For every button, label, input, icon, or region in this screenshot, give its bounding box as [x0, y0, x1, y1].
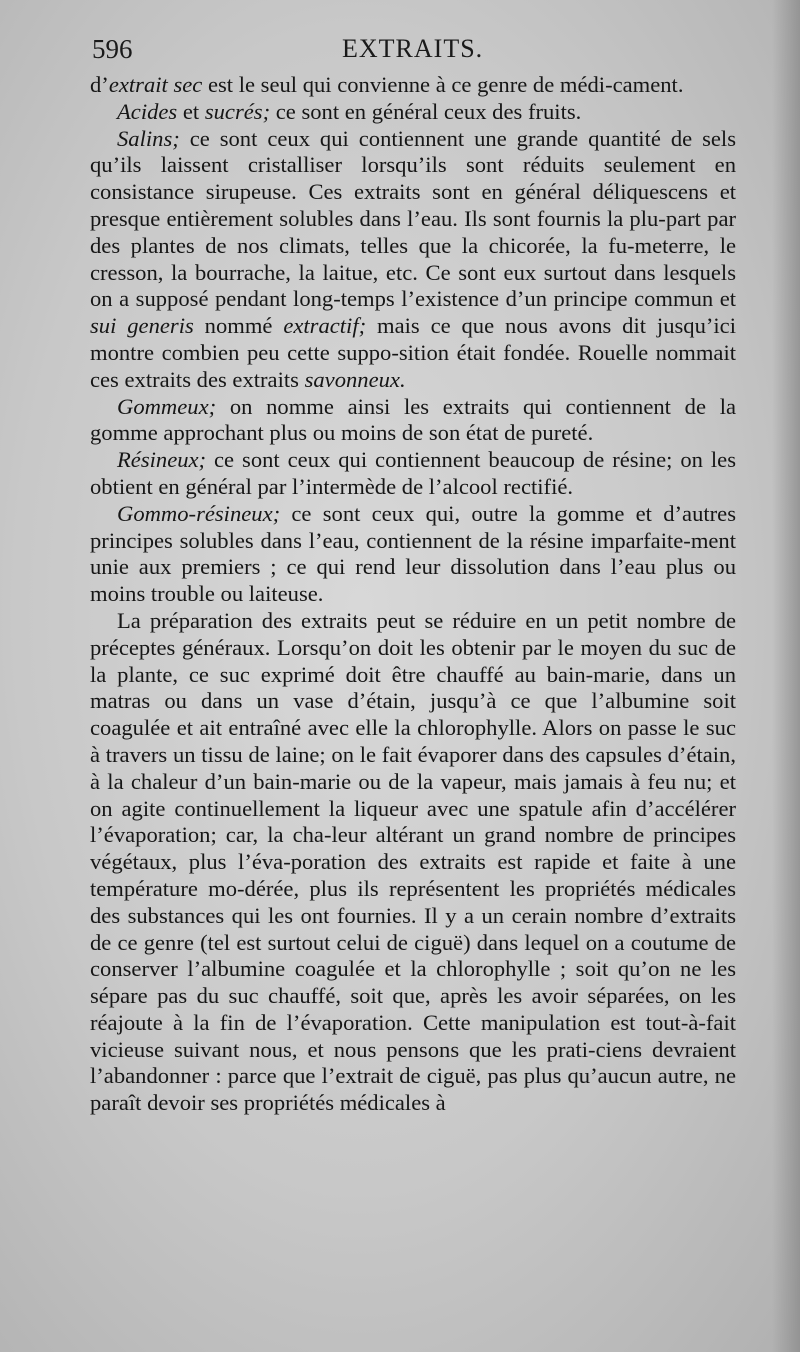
running-head: EXTRAITS.	[342, 34, 484, 63]
italic-text-segment: extractif;	[283, 313, 367, 339]
italic-text-segment: Gommeux;	[117, 393, 217, 419]
italic-text-segment: Salins;	[117, 125, 180, 151]
text-segment: ce sont ceux qui contiennent une grande quantité de sels qu’ils laissent cristalliser lorsqu’ils sont réduits seulement en consistance sirupeuse. Ces extraits sont en général déliquescens et presque entièrement solubles dans l’eau. Ils sont fournis la plu-part par des plantes de nos climats, telles que la chicorée, la fu-meterre, le cresson, la bourrache, la laitue, etc. Ce sont eux surtout dans lesquels on a supposé pendant long-temps l’existence d’un principe commun et	[90, 125, 736, 312]
text-segment: et	[177, 98, 205, 124]
italic-text-segment: Gommo-résineux;	[117, 500, 281, 526]
paragraph	[90, 608, 736, 1117]
paragraph	[90, 126, 736, 394]
text-segment: mais ce que nous avons dit jusqu’ici montre combien peu cette suppo-sition était fondée. Rouelle nommait ces extraits des extraits	[90, 313, 736, 392]
italic-text-segment: sui generis	[90, 313, 194, 339]
italic-text-segment: sucrés;	[204, 98, 271, 124]
paragraph	[90, 72, 736, 99]
paragraph	[90, 99, 736, 126]
text-segment: ce sont ceux qui contiennent beaucoup de résine; on les obtient en général par l’intermède de l’alcool rectifié.	[90, 447, 736, 499]
italic-text-segment: Acides	[117, 98, 178, 124]
page-header	[92, 34, 740, 68]
text-segment: La préparation des extraits peut se réduire en un petit nombre de préceptes généraux. Lorsqu’on doit les obtenir par le moyen du suc de la plante, ce suc exprimé doit être chauffé au bain-marie, dans un matras ou dans un vase d’étain, jusqu’à ce que l’albumine soit coagulée et ait entraîné avec elle la chlorophylle. Alors on passe le suc à travers un tissu de laine; on le fait évaporer dans des capsules d’étain, à la chaleur d’un bain-marie ou de la vapeur, mais jamais à feu nu; et on agite continuellement la liqueur avec une spatule afin d’accélérer l’évaporation; car, la cha-leur altérant un grand nombre de principes végétaux, plus l’éva-poration des extraits est rapide et faite à une température mo-dérée, plus ils représentent les propriétés médicales des substances qui les ont fournies. Il y a un cerain nombre d’extraits de ce genre (tel est surtout celui de ciguë) dans lequel on a coutume de conserver l’albumine coagulée et la chlorophylle ; soit qu’on ne les sépare pas du suc chauffé, soit que, après les avoir séparées, on les réajoute à la fin de l’évaporation. Cette manipulation est tout-à-fait vicieuse suivant nous, et nous pensons que les prati-ciens devraient l’abandonner : parce que l’extrait de ciguë, pas plus qu’aucun autre, ne paraît devoir ses propriétés médicales à	[90, 607, 736, 1116]
paragraph	[90, 394, 736, 448]
body-text	[90, 72, 736, 1117]
paragraph	[90, 447, 736, 501]
text-segment: nommé	[193, 313, 284, 339]
italic-text-segment: extrait sec	[108, 72, 203, 97]
text-segment: ce sont en général ceux des fruits.	[270, 98, 582, 124]
text-segment: d’	[90, 72, 109, 97]
text-segment: ce sont ceux qui, outre la gomme et d’autres principes solubles dans l’eau, contiennent de la résine imparfaite-ment unie aux premiers ; ce qui rend leur dissolution dans l’eau plus ou moins trouble ou laiteuse.	[90, 500, 736, 607]
italic-text-segment: Résineux;	[117, 447, 207, 473]
italic-text-segment: savonneux.	[304, 366, 406, 392]
paragraph	[90, 501, 736, 608]
page-number: 596	[92, 34, 133, 64]
text-segment: est le seul qui convienne à ce genre de médi-cament.	[202, 72, 684, 97]
text-segment: on nomme ainsi les extraits qui contiennent de la gomme approchant plus ou moins de son état de pureté.	[90, 393, 736, 446]
